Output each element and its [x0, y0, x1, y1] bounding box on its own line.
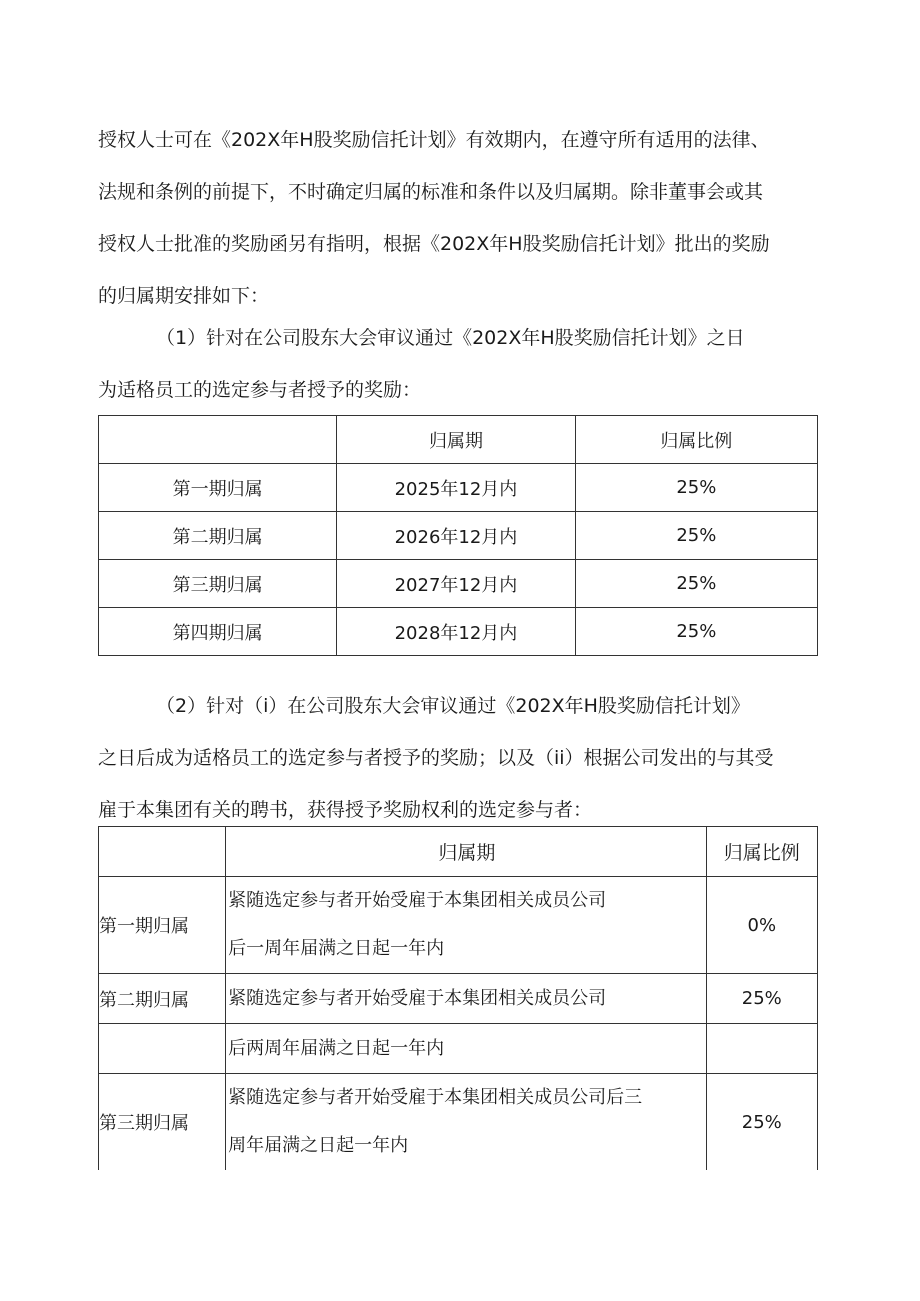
- table-header-cell: 归属比例: [706, 827, 817, 877]
- period-line: 周年届满之日起一年内: [228, 1135, 409, 1156]
- vesting-ratio-cell: 25%: [575, 464, 817, 512]
- vesting-ratio-cell: 25%: [706, 974, 817, 1024]
- table-row: [99, 608, 818, 656]
- text-line: （1）针对在公司股东大会审议通过《202X年H股奖励信托计划》之日: [156, 327, 745, 349]
- vesting-ratio-cell: [706, 1024, 817, 1074]
- period-line: 后两周年届满之日起一年内: [228, 1037, 445, 1059]
- table-row: [99, 512, 818, 560]
- vesting-stage-cell: [99, 1024, 226, 1074]
- vesting-stage-cell: 第四期归属: [99, 608, 337, 656]
- table-header-cell: [99, 416, 337, 464]
- vesting-period-cell: [226, 1024, 706, 1074]
- table-row: [99, 1074, 818, 1171]
- period-line: 紧随选定参与者开始受雇于本集团相关成员公司: [228, 890, 607, 911]
- table-row: [99, 974, 818, 1024]
- table-row: [99, 877, 818, 974]
- period-line: 后一周年届满之日起一年内: [228, 938, 445, 959]
- table-header-cell: 归属期: [337, 416, 575, 464]
- text-line: 授权人士可在《202X年H股奖励信托计划》有效期内，在遵守所有适用的法律、: [98, 129, 770, 151]
- text-line: 法规和条例的前提下，不时确定归属的标准和条件以及归属期。除非董事会或其: [98, 181, 764, 203]
- vesting-stage-cell: 第一期归属: [99, 877, 226, 974]
- table-header-row: [99, 416, 818, 464]
- table-header-cell: 归属比例: [575, 416, 817, 464]
- period-line: 紧随选定参与者开始受雇于本集团相关成员公司后三: [228, 1087, 643, 1108]
- text-line: 的归属期安排如下：: [98, 285, 270, 307]
- vesting-stage-cell: 第一期归属: [99, 464, 337, 512]
- vesting-period-cell: 2026年12月内: [337, 512, 575, 560]
- vesting-stage-cell: 第三期归属: [99, 560, 337, 608]
- text-line: 授权人士批准的奖励函另有指明，根据《202X年H股奖励信托计划》批出的奖励: [98, 233, 770, 255]
- vesting-ratio-cell: 0%: [706, 877, 817, 974]
- vesting-table-2: [98, 826, 818, 1170]
- vesting-period-cell: [226, 1074, 706, 1171]
- table-header-row: [99, 827, 818, 877]
- text-line: 雇于本集团有关的聘书，获得授予奖励权利的选定参与者：: [98, 799, 593, 821]
- vesting-ratio-cell: 25%: [575, 512, 817, 560]
- table-header-cell: [99, 827, 226, 877]
- text-line: 之日后成为适格员工的选定参与者授予的奖励；以及（ii）根据公司发出的与其受: [98, 747, 774, 769]
- vesting-period-cell: 2027年12月内: [337, 560, 575, 608]
- vesting-period-cell: [226, 974, 706, 1024]
- vesting-ratio-cell: 25%: [706, 1074, 817, 1171]
- vesting-ratio-cell: 25%: [575, 608, 817, 656]
- vesting-stage-cell: 第三期归属: [99, 1074, 226, 1171]
- vesting-period-cell: 2025年12月内: [337, 464, 575, 512]
- vesting-period-cell: [226, 877, 706, 974]
- vesting-stage-cell: 第二期归属: [99, 974, 226, 1024]
- text-line: （2）针对（i）在公司股东大会审议通过《202X年H股奖励信托计划》: [156, 695, 750, 717]
- table-header-cell: 归属期: [226, 827, 706, 877]
- vesting-table-1: [98, 415, 818, 656]
- section-1-paragraph: [98, 312, 820, 416]
- table-row: [99, 464, 818, 512]
- vesting-ratio-cell: 25%: [575, 560, 817, 608]
- period-line: 紧随选定参与者开始受雇于本集团相关成员公司: [228, 987, 607, 1009]
- text-line: 为适格员工的选定参与者授予的奖励：: [98, 379, 422, 401]
- intro-paragraph: [98, 114, 820, 322]
- vesting-stage-cell: 第二期归属: [99, 512, 337, 560]
- table-row: [99, 1024, 818, 1074]
- section-2-paragraph: [98, 680, 820, 836]
- table-row: [99, 560, 818, 608]
- vesting-period-cell: 2028年12月内: [337, 608, 575, 656]
